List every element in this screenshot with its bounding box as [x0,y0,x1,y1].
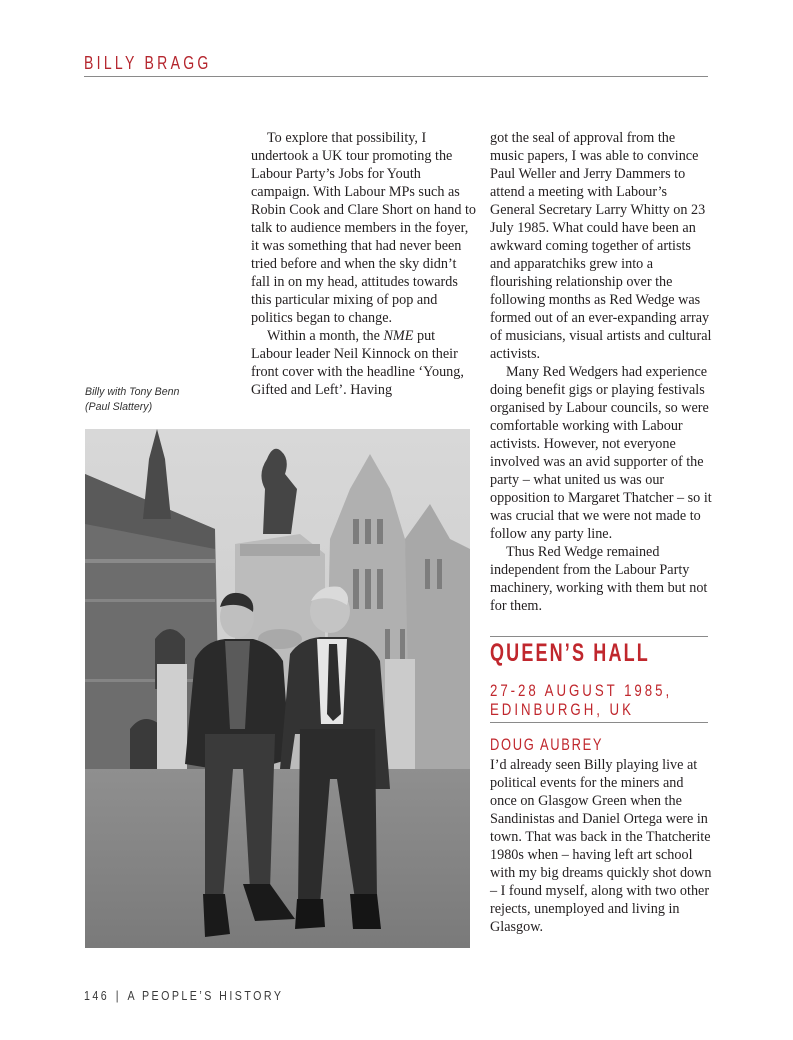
body-column-2 [490,129,712,615]
photo-illustration [85,429,470,948]
date-line: 27-28 AUGUST 1985, [490,681,673,700]
section-rule-bottom [490,722,708,723]
caption-text: Billy with Tony Benn [85,386,180,398]
paragraph: Many Red Wedgers had experience doing benefit gigs or playing festivals organised by Labour councils, so were comfortable working with Labour activists. However, not everyone involved was an avid supporter of the party – what united us was our opposition to Margaret Thatcher – so it was crucial that we were not made to follow any party line. [490,364,712,542]
publication-title: NME [383,328,414,344]
body-column-3 [490,756,712,936]
paragraph: got the seal of approval from the music papers, I was able to convince Paul Weller and Jerry Dammers to attend a meeting with Labour’s General Secretary Larry Whitty on 23 July 1985. What could have been an awkward coming together of artists and apparatchiks grew into a flourishing relationship over the following months as Red Wedge was formed out of an ever-expanding array of musicians, visual artists and cultural activists. [490,130,712,362]
paragraph: To explore that possibility, I undertook a UK tour promoting the Labour Party’s Jobs for Youth campaign. With Labour MPs such as Robin Cook and Clare Short on hand to talk to audience members in the foyer, it was something that had never been tried before and when the sky didn’t fall in on my head, attitudes towards this particular mixing of pop and politics began to change. [251,130,477,326]
venue-heading: QUEEN’S HALL [490,639,650,667]
text-run: Within a month, the [267,328,384,344]
text-run: put Labour leader Neil Kinnock on their front cover with the headline ‘Young, Gifted and Left’. Having [251,328,464,398]
photo-caption [85,385,235,415]
page-footer [84,988,283,1003]
photo [85,429,470,948]
photo-credit: (Paul Slattery) [85,401,153,413]
paragraph: I’d already seen Billy playing live at political events for the miners and once on Glasgow Green when the Sandinistas and Daniel Ortega were in town. That was back in the Thatcherite 1980s when – having left art school with my big dreams quickly shot down – I found myself, along with two other rejects, unemployed and living in Glasgow. [490,757,712,935]
running-head: BILLY BRAGG [84,53,212,73]
page-number: 146 [84,988,110,1003]
folio-separator: | [115,988,121,1003]
body-column-1 [251,129,477,399]
location-line: EDINBURGH, UK [490,700,634,719]
paragraph: Thus Red Wedge remained independent from the Labour Party machinery, working with them but not for them. [490,544,708,614]
contributor-name: DOUG AUBREY [490,735,604,754]
section-rule-top [490,636,708,637]
date-location [490,681,672,719]
lawn [85,769,470,948]
header-rule [84,76,708,77]
paragraph [251,327,477,399]
book-title: A PEOPLE’S HISTORY [127,988,284,1003]
